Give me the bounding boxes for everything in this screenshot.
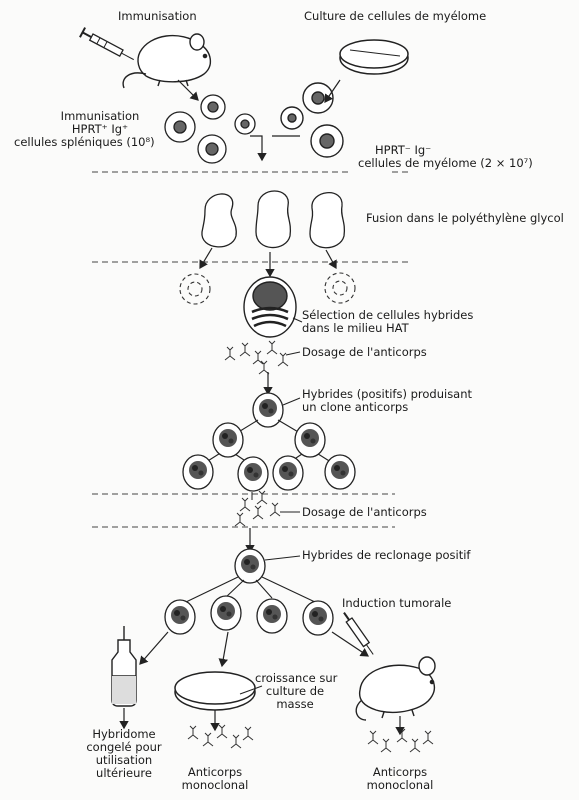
- hybrid-cell-icon: [244, 277, 296, 337]
- label-hybrides-positifs: Hybrides (positifs) produisant: [302, 387, 473, 401]
- label-myeloma-cells: cellules de myélome (2 × 10⁷): [358, 156, 533, 170]
- label-immunisation: Immunisation: [118, 9, 197, 23]
- syringe-icon: [80, 28, 136, 65]
- label-dosage-1: Dosage de l'anticorps: [302, 345, 427, 359]
- label-hprt-plus: HPRT⁺ Ig⁺: [71, 122, 129, 136]
- label-hat-medium: dans le milieu HAT: [302, 321, 409, 335]
- mouse-icon: [123, 34, 210, 88]
- label-monoclonal-a: monoclonal: [181, 778, 249, 792]
- label-ulterieure: ultérieure: [96, 766, 152, 780]
- label-selection: Sélection de cellules hybrides: [302, 308, 474, 322]
- vial-icon: [112, 626, 136, 706]
- mouse-icon: [356, 657, 435, 720]
- label-hprt-minus: HPRT⁻ Ig⁻: [375, 143, 432, 157]
- label-congele: congelé pour: [86, 740, 162, 754]
- label-reclonage: Hybrides de reclonage positif: [302, 548, 471, 562]
- label-fusion: Fusion dans le polyéthylène glycol: [366, 211, 564, 225]
- label-monoclonal-b: monoclonal: [366, 778, 434, 792]
- label-spleen-cells: cellules spléniques (10⁸): [14, 135, 155, 149]
- label-anticorps-b: Anticorps: [372, 765, 428, 779]
- label-clone-anticorps: un clone anticorps: [302, 400, 409, 414]
- label-croissance-1: croissance sur: [255, 671, 338, 685]
- label-anticorps-a: Anticorps: [187, 765, 243, 779]
- petri-dish-icon: [175, 672, 262, 710]
- fusion-cell-icon: [202, 191, 345, 248]
- label-immunisation-left: Immunisation: [60, 109, 140, 123]
- petri-dish-icon: [340, 40, 408, 74]
- label-utilisation: utilisation: [95, 753, 153, 767]
- label-croissance-3: masse: [276, 697, 314, 711]
- label-dosage-2: Dosage de l'anticorps: [302, 505, 427, 519]
- label-culture-myelome: Culture de cellules de myélome: [304, 9, 487, 23]
- label-induction: Induction tumorale: [342, 596, 452, 610]
- cell-icon-group-spleen: [165, 95, 255, 163]
- cell-icon-group-myeloma: [281, 83, 343, 157]
- label-croissance-2: culture de: [265, 684, 325, 698]
- label-hybridome: Hybridome: [92, 727, 156, 741]
